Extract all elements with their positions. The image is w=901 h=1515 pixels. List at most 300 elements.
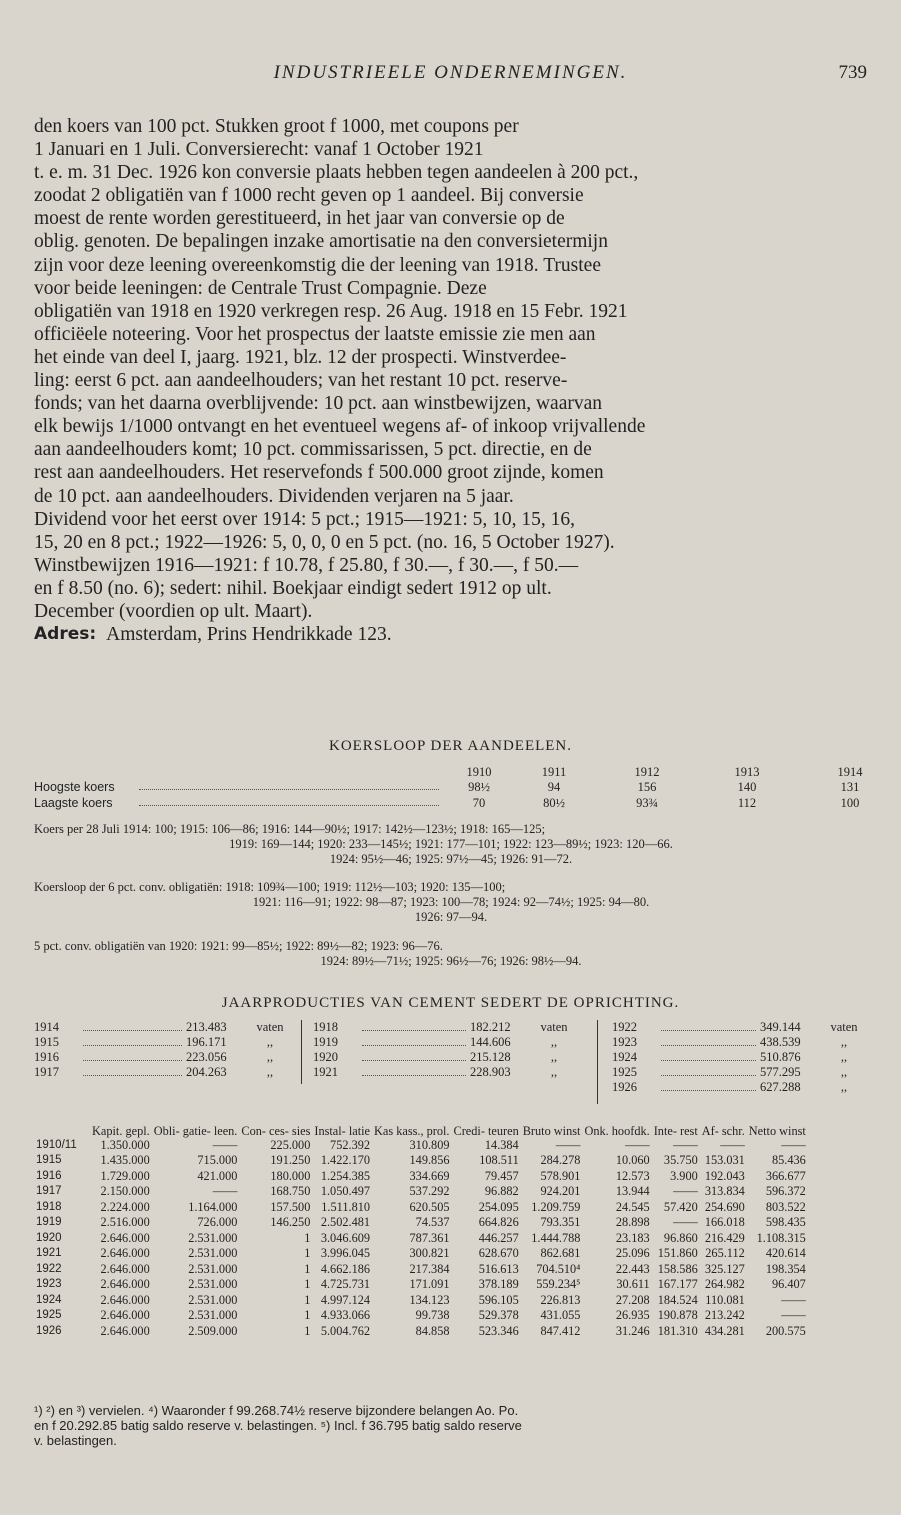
table-cell: 13.944 [615,1184,650,1198]
year-cell: 1914 [837,765,863,779]
column-header: Inte- rest [653,1123,698,1138]
body-line: 15, 20 en 8 pct.; 1922—1926: 5, 0, 0, 0 en 5 pct. (no. 16, 5 October 1927). [34,531,615,553]
table-cell: 157.500 [270,1199,311,1214]
table-cell: —— [625,1137,650,1152]
table-cell: 2.531.000 [188,1308,238,1322]
table-cell: —— [781,1137,806,1152]
row-year: 1925 [36,1309,62,1321]
year: 1926 [612,1080,637,1094]
table-cell: 180.000 [270,1168,311,1183]
unit: ,, [550,1065,558,1079]
table-row [34,1138,808,1154]
body-line: obligatiën van 1918 en 1920 verkregen resp. 26 Aug. 1918 en 15 Febr. 1921 [34,300,628,322]
para-line: 1924: 89½—71½; 1925: 96½—76; 1926: 98½—94. [320,954,582,968]
body-line: t. e. m. 31 Dec. 1926 kon conversie plaats hebben tegen aandeelen à 200 pct., [34,162,639,184]
table-cell: 3.046.609 [320,1230,371,1245]
table-cell: 198.354 [765,1261,806,1276]
row-label: Laagste koers [34,796,113,810]
table-cell: 537.292 [409,1184,450,1198]
value-cell: 70 [472,796,486,810]
footnote-line: en f 20.292.85 batig saldo reserve v. belastingen. ⁵) Incl. f 36.795 batig saldo reserve [34,1418,522,1433]
year-cell: 1913 [734,765,760,779]
table-header-row [34,1122,808,1138]
table-cell: 1 [304,1230,311,1245]
dot-leader [83,1065,182,1076]
column-divider [597,1020,598,1104]
table-cell: 2.531.000 [188,1277,238,1291]
dot-leader [661,1050,756,1061]
para-line: 1921: 116—91; 1922: 98—87; 1923: 100—78; 1924: 92—74½; 1925: 94—80. [252,895,650,909]
value-cell: 100 [840,796,860,810]
table-row [34,1231,808,1247]
column-header: Af- schr. [701,1123,745,1138]
table-cell: —— [212,1184,238,1198]
table-cell: 1 [304,1323,311,1338]
table-cell: 184.524 [657,1292,698,1307]
table-cell: 24.545 [615,1199,650,1214]
table-cell: —— [781,1292,806,1307]
table-cell: 2.646.000 [100,1323,150,1338]
koersloop-obligaties-5pct [34,939,868,969]
adres-label: Adres: [34,624,97,645]
table-cell: 664.826 [478,1215,519,1229]
productie-row [34,1065,294,1080]
footnote-line: v. belastingen. [34,1433,117,1448]
row-year: 1923 [36,1278,62,1290]
table-cell: 726.000 [197,1215,238,1229]
dot-leader [362,1035,466,1046]
productie-row [34,1020,294,1035]
value-cell: 140 [737,780,757,794]
dot-leader [83,1020,182,1031]
productie-kolom-1 [34,1020,294,1080]
dot-leader [661,1020,756,1031]
year: 1924 [612,1050,637,1064]
table-cell: 793.351 [540,1215,581,1229]
year: 1916 [34,1050,59,1064]
value: 223.056 [186,1050,227,1064]
body-line: oblig. genoten. De bepalingen inzake amortisatie na den conversietermijn [34,231,608,253]
para-line: 1924: 95½—46; 1925: 97½—45; 1926: 91—72. [329,852,573,866]
value: 204.263 [186,1065,227,1079]
table-cell: 1.209.759 [531,1199,581,1214]
row-year: 1926 [36,1324,62,1337]
table-cell: 171.091 [409,1277,450,1291]
table-cell: 265.112 [705,1246,745,1260]
table-row [34,1169,808,1185]
body-line: Dividend voor het eerst over 1914: 5 pct.; 1915—1921: 5, 10, 15, 16, [34,508,576,530]
table-cell: 325.127 [704,1261,745,1276]
productie-row [313,1020,578,1035]
body-line: rest aan aandeelhouders. Het reservefonds f 500.000 groot zijnde, komen [34,462,604,484]
para-line: 1919: 169—144; 1920: 233—145½; 1921: 177—101; 1922: 123—89½; 1923: 120—66. [229,837,673,851]
adres-line [34,623,868,646]
table-cell: 192.043 [704,1168,745,1183]
running-header [0,62,901,88]
table-cell: 1 [304,1246,311,1260]
table-cell: 434.281 [704,1323,745,1338]
column-header: Onk. hoofdk. [584,1123,650,1138]
table-cell: 108.511 [479,1153,519,1167]
koersloop-years [34,765,874,780]
table-cell: 1.254.385 [320,1168,371,1183]
body-line: en f 8.50 (no. 6); sedert: nihil. Boekjaar eindigt sedert 1912 op ult. [34,577,552,599]
table-cell: 25.096 [615,1246,650,1260]
table-cell: 96.882 [484,1184,519,1198]
koersloop-row-laagste [34,796,874,811]
value: 196.171 [186,1035,227,1049]
table-row [34,1153,808,1169]
body-line: ling: eerst 6 pct. aan aandeelhouders; van het restant 10 pct. reserve- [34,370,568,392]
unit: ,, [840,1080,848,1094]
table-cell: 431.055 [540,1308,581,1322]
adres-value: Amsterdam, Prins Hendrikkade 123. [106,624,392,646]
table-cell: 30.611 [616,1277,650,1291]
year: 1920 [313,1050,338,1064]
table-cell: 1.350.000 [100,1137,150,1152]
table-cell: 523.346 [478,1323,519,1338]
table-cell: 146.250 [270,1215,311,1229]
table-cell: 284.278 [540,1153,581,1167]
table-cell: 2.646.000 [100,1308,150,1322]
table-cell: 23.183 [615,1230,650,1245]
value: 438.539 [760,1035,801,1049]
table-cell: 2.646.000 [100,1230,150,1245]
body-line: zoodat 2 obligatiën van f 1000 recht geven op 1 aandeel. Bij conversie [34,185,584,207]
column-header: Instal- latie [314,1123,371,1138]
para-line: 5 pct. conv. obligatiën van 1920: 1921: 99—85½; 1922: 89½—82; 1923: 96—76. [34,939,443,953]
body-paragraph [34,115,868,646]
table-cell: 254.095 [478,1199,519,1214]
row-year: 1915 [36,1154,62,1166]
table-cell: 313.834 [704,1184,745,1198]
row-year: 1921 [36,1247,62,1259]
table-cell: 862.681 [540,1246,581,1260]
table-cell: 190.878 [657,1308,698,1322]
table-cell: 2.646.000 [100,1292,150,1307]
table-cell: 28.898 [615,1215,650,1229]
body-line: December (voordien op ult. Maart). [34,600,313,622]
value: 215.128 [470,1050,511,1064]
body-line: het einde van deel I, jaarg. 1921, blz. 12 der prospecti. Winstverdee- [34,346,567,368]
table-cell: 2.531.000 [188,1230,238,1245]
productie-kolom-2 [313,1020,578,1080]
table-cell: 596.105 [478,1292,519,1307]
table-cell: 96.860 [663,1230,698,1245]
year: 1922 [612,1020,637,1034]
table-row [34,1215,808,1231]
value-cell: 98½ [468,780,490,794]
value: 349.144 [760,1020,801,1034]
value: 228.903 [470,1065,511,1079]
value: 577.295 [760,1065,801,1079]
table-cell: 213.242 [704,1308,745,1322]
table-cell: 578.901 [540,1168,581,1183]
table-cell: 14.384 [484,1137,519,1152]
table-cell: 1.164.000 [188,1199,238,1214]
column-header [34,1122,90,1138]
table-cell: 803.522 [765,1199,806,1214]
table-cell: 752.392 [330,1137,371,1152]
footnotes [34,1403,868,1448]
table-cell: 10.060 [615,1153,650,1167]
year: 1914 [34,1020,59,1034]
value-cell: 112 [737,796,757,810]
table-cell: 2.646.000 [100,1261,150,1276]
table-cell: 167.177 [657,1277,698,1291]
koers-per-datum [34,822,868,867]
table-cell: 2.646.000 [100,1246,150,1260]
table-cell: 300.821 [409,1246,450,1260]
dot-leader [362,1050,466,1061]
table-cell: 151.860 [657,1246,698,1260]
table-row [34,1184,808,1200]
table-cell: 5.004.762 [320,1323,371,1338]
column-header: Netto winst [748,1123,806,1138]
table-cell: 924.201 [540,1184,581,1198]
value: 182.212 [470,1020,511,1034]
table-cell: 715.000 [197,1153,238,1167]
table-cell: 1.108.315 [756,1230,806,1245]
table-cell: 378.189 [478,1277,519,1291]
table-cell: 110.081 [705,1292,745,1307]
table-cell: 420.614 [765,1246,806,1260]
table-cell: 2.150.000 [100,1184,150,1198]
table-cell: 2.531.000 [188,1292,238,1307]
table-cell: 153.031 [704,1153,745,1167]
value-cell: 156 [637,780,657,794]
unit: ,, [840,1065,848,1079]
dot-leader [362,1020,466,1031]
row-year: 1916 [36,1169,62,1182]
dot-leader [362,1065,466,1076]
body-line: moest de rente worden gerestitueerd, in het jaar van conversie op de [34,208,565,230]
productie-row [612,1065,868,1080]
table-row [34,1324,808,1340]
row-year: 1924 [36,1293,62,1306]
body-line: Winstbewijzen 1916—1921: f 10.78, f 25.80, f 30.—, f 30.—, f 50.— [34,554,579,576]
table-cell: 85.436 [772,1153,806,1167]
table-cell: 4.997.124 [320,1292,371,1307]
footnote-line: ¹) ²) en ³) vervielen. ⁴) Waaronder f 99.268.74½ reserve bijzondere belangen Ao. Po. [34,1403,519,1418]
dot-leader [661,1035,756,1046]
body-line: elk bewijs 1/1000 ontvangt en het eventueel wegens af- of inkoop vrijvallende [34,416,646,438]
table-cell: 847.412 [540,1323,581,1338]
year: 1918 [313,1020,338,1034]
value: 510.876 [760,1050,801,1064]
koersloop-obligaties-6pct [34,880,868,925]
table-cell: —— [212,1137,238,1152]
body-line: 1 Januari en 1 Juli. Conversierecht: vanaf 1 October 1921 [34,139,484,161]
value: 213.483 [186,1020,227,1034]
dot-leader [139,805,439,806]
dot-leader [661,1080,756,1091]
body-line: zijn voor deze leening overeenkomstig die der leening van 1918. Trustee [34,254,601,276]
table-cell: 1.444.788 [531,1230,581,1245]
unit: ,, [266,1065,274,1079]
productie-row [34,1035,294,1050]
year-cell: 1910 [466,765,492,779]
value-cell: 131 [840,780,860,794]
table-cell: 446.257 [478,1230,519,1245]
row-year: 1917 [36,1185,62,1197]
dot-leader [83,1035,182,1046]
body-line: de 10 pct. aan aandeelhouders. Dividenden verjaren na 5 jaar. [34,485,514,507]
row-label: Hoogste koers [34,780,115,794]
unit: vaten [256,1020,284,1034]
table-cell: 1.435.000 [100,1153,150,1167]
table-cell: 225.000 [270,1137,311,1152]
table-cell: 134.123 [409,1292,450,1307]
para-line: Koers per 28 Juli 1914: 100; 1915: 106—86; 1916: 144—90½; 1917: 142½—123½; 1918: 165—125; [34,822,546,836]
column-header: Credi- teuren [453,1123,519,1138]
table-row [34,1200,808,1216]
table-row [34,1308,808,1324]
year-cell: 1912 [634,765,660,779]
table-row [34,1277,808,1293]
unit: ,, [266,1050,274,1064]
table-cell: —— [555,1137,581,1152]
table-cell: 628.670 [478,1246,519,1260]
table-cell: 516.613 [478,1261,519,1276]
header-title: INDUSTRIEELE ONDERNEMINGEN. [273,62,628,83]
productie-row [612,1020,868,1035]
dot-leader [83,1050,182,1061]
table-cell: 254.690 [704,1199,745,1214]
table-cell: 421.000 [197,1168,238,1183]
table-cell: 35.750 [663,1153,698,1167]
table-cell: 79.457 [484,1168,519,1183]
table-cell: 559.234⁵ [536,1277,581,1291]
table-cell: 1 [304,1277,311,1291]
unit: vaten [540,1020,568,1034]
body-line: officiëele noteering. Voor het prospectus der laatste emissie zie men aan [34,323,596,345]
table-cell: 26.935 [615,1308,650,1322]
table-cell: 191.250 [270,1153,311,1167]
table-cell: —— [673,1137,698,1152]
productie-row [313,1065,578,1080]
dot-leader [139,789,439,790]
table-row [34,1262,808,1278]
year: 1925 [612,1065,637,1079]
table-cell: 4.662.186 [320,1261,371,1276]
table-cell: 3.996.045 [320,1246,371,1260]
productie-row [313,1035,578,1050]
table-cell: 1 [304,1292,311,1307]
table-cell: 12.573 [615,1168,650,1183]
table-cell: 529.378 [478,1308,519,1322]
table-cell: —— [720,1137,745,1152]
table-cell: 149.856 [409,1153,450,1167]
value-cell: 94 [547,780,561,794]
table-cell: 334.669 [409,1168,450,1183]
table-cell: 2.509.000 [188,1323,238,1338]
table-cell: 4.933.066 [320,1308,371,1322]
table-cell: 704.510⁴ [536,1261,581,1276]
column-divider [301,1020,302,1084]
table-cell: 1.729.000 [100,1168,150,1183]
table-cell: 216.429 [704,1230,745,1245]
table-cell: 226.813 [540,1292,581,1307]
table-cell: 27.208 [615,1292,650,1307]
koersloop-title: KOERSLOOP DER AANDEELEN. [328,738,573,754]
year: 1917 [34,1065,59,1079]
table-cell: 96.407 [772,1277,806,1291]
year: 1921 [313,1065,338,1079]
table-row [34,1246,808,1262]
table-cell: 3.900 [670,1168,698,1183]
table-cell: 217.384 [409,1261,450,1276]
column-header: Kapit. gepl. [92,1123,150,1138]
unit: ,, [840,1050,848,1064]
table-cell: 787.361 [409,1230,450,1245]
table-cell: 57.420 [663,1199,698,1214]
row-year: 1918 [36,1200,62,1213]
value-cell: 80½ [543,796,565,810]
year: 1915 [34,1035,59,1049]
table-cell: 158.586 [657,1261,698,1276]
row-year: 1910/11 [36,1138,77,1151]
financial-table [34,1122,808,1339]
table-cell: 1.422.170 [320,1153,371,1167]
table-cell: 1.511.810 [321,1199,371,1214]
value: 627.288 [760,1080,801,1094]
table-cell: 2.646.000 [100,1277,150,1291]
year: 1923 [612,1035,637,1049]
table-cell: 1 [304,1308,311,1322]
table-cell: 168.750 [270,1184,311,1198]
table-cell: 31.246 [615,1323,650,1338]
table-cell: 310.809 [409,1137,450,1152]
table-cell: —— [673,1184,698,1198]
table-cell: 598.435 [765,1215,806,1229]
table-cell: —— [673,1215,698,1229]
productie-row [612,1050,868,1065]
productie-row [612,1035,868,1050]
value-cell: 93¾ [636,796,658,810]
productie-title: JAARPRODUCTIES VAN CEMENT SEDERT DE OPRICHTING. [221,995,680,1011]
dot-leader [661,1065,756,1076]
para-line: 1926: 97—94. [414,910,488,924]
unit: ,, [840,1035,848,1049]
column-header: Kas kass., prol. [374,1123,450,1138]
table-cell: 596.372 [765,1184,806,1198]
table-cell: 264.982 [704,1277,745,1291]
table-cell: 166.018 [704,1215,745,1229]
body-line: fonds; van het daarna overblijvende: 10 pct. aan winstbewijzen, waarvan [34,393,603,415]
productie-kolom-3 [612,1020,868,1095]
row-year: 1919 [36,1216,62,1228]
table-row [34,1293,808,1309]
table-cell: 22.443 [615,1261,650,1276]
unit: ,, [550,1035,558,1049]
table-cell: 2.531.000 [188,1261,238,1276]
table-cell: 2.531.000 [188,1246,238,1260]
table-cell: 181.310 [657,1323,698,1338]
row-year: 1920 [36,1231,62,1244]
value: 144.606 [470,1035,511,1049]
table-cell: 1.050.497 [320,1184,371,1198]
unit: vaten [830,1020,858,1034]
unit: ,, [266,1035,274,1049]
table-cell: 4.725.731 [320,1277,371,1291]
body-line: voor beide leeningen: de Centrale Trust Compagnie. Deze [34,277,487,299]
para-line: Koersloop der 6 pct. conv. obligatiën: 1918: 109¾—100; 1919: 112½—103; 1920: 135—100; [34,880,506,894]
table-cell: —— [781,1308,806,1322]
table-cell: 84.858 [415,1323,450,1338]
table-cell: 2.224.000 [100,1199,150,1214]
row-year: 1922 [36,1262,62,1275]
